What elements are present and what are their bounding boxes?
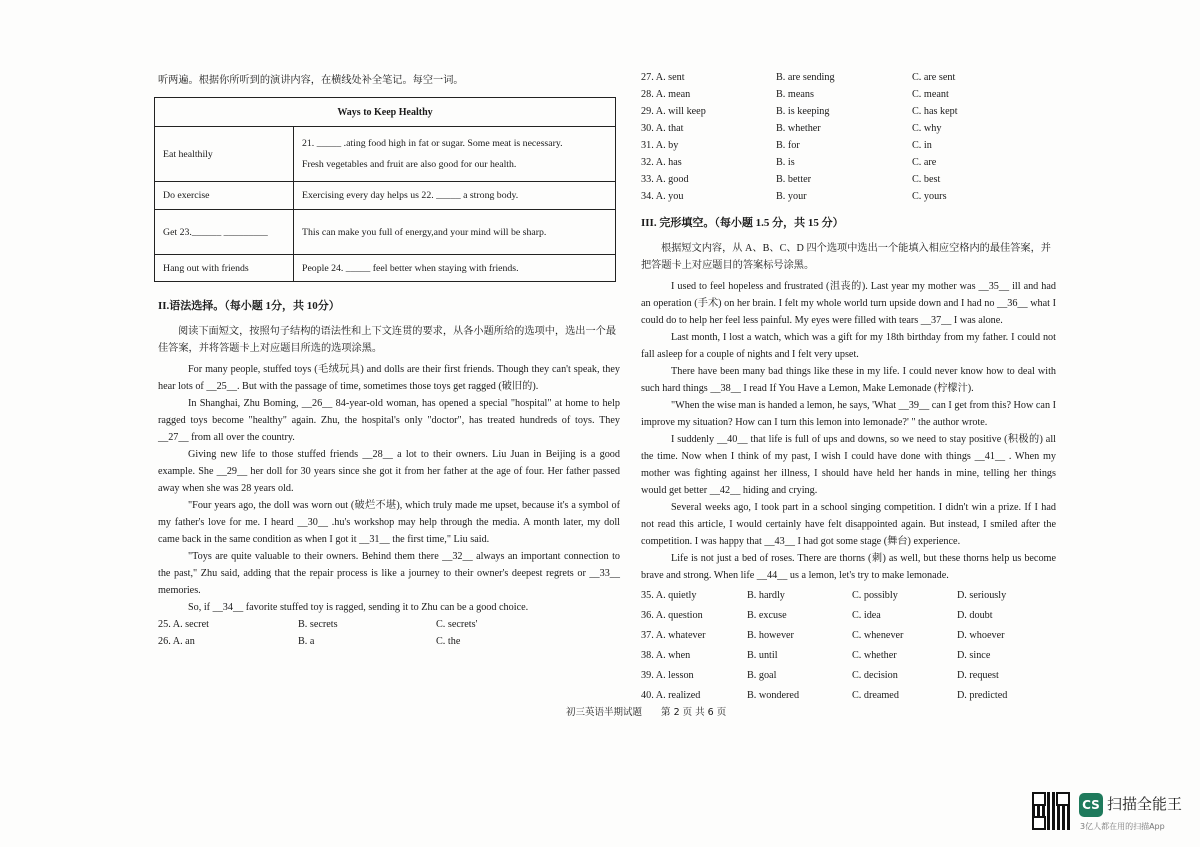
option: 39. A. lesson xyxy=(641,670,694,681)
option: D. seriously xyxy=(956,590,1007,601)
option: B. secrets xyxy=(298,619,338,630)
section-instruction: 阅读下面短文，按照句子结构的语法性和上下文连贯的要求，从各小题所给的选项中，选出一个最佳答案，并将答题卡上对应题目所选的选项涂黑。 xyxy=(158,326,617,354)
option-row xyxy=(641,86,1056,103)
passage-paragraph: I used to feel hopeless and frustrated (沮丧的). Last year my mother was __35__ ill and had an operation (手术) on her brain. I felt my whole world turn upside down and I had no __36__ what I could do to help her feel less painful. My eyes were filled with tears __37__ I was alone. xyxy=(641,281,1056,326)
option-row xyxy=(641,69,1056,86)
option: 25. A. secret xyxy=(158,619,209,630)
option: C. idea xyxy=(851,610,881,621)
option: B. means xyxy=(776,89,814,100)
option: D. predicted xyxy=(956,690,1008,701)
option-row xyxy=(641,646,1056,666)
option: B. excuse xyxy=(746,610,787,621)
passage-paragraph: Giving new life to those stuffed friends __28__ a lot to their owners. Liu Juan in Beijing is a good example. She __29__ her doll for 30 years since she got it from her father at the age of four. Her father passed away when she was 28 years old. xyxy=(158,449,620,494)
right-column xyxy=(641,69,1056,706)
option-row xyxy=(641,137,1056,154)
option: B. better xyxy=(776,174,812,185)
option: 26. A. an xyxy=(158,636,195,647)
passage-paragraph: For many people, stuffed toys (毛绒玩具) and dolls are their first friends. Though they can't speak, they hear lots of __25__. But with the passage of time, sometimes those toys get ragged (破旧的). xyxy=(158,364,620,392)
option: C. meant xyxy=(912,89,949,100)
option-row xyxy=(158,616,620,633)
passage-paragraph: So, if __34__ favorite stuffed toy is ragged, sending it to Zhu can be a good choice. xyxy=(188,602,529,613)
option: B. however xyxy=(746,630,794,641)
table-row xyxy=(155,182,616,210)
option: B. are sending xyxy=(776,72,835,83)
table-line: Fresh vegetables and fruit are also good for our health. xyxy=(302,159,517,170)
option: 35. A. quietly xyxy=(641,590,697,601)
left-column xyxy=(158,72,620,650)
option: B. wondered xyxy=(746,690,800,701)
option: C. has kept xyxy=(912,106,958,117)
option: 31. A. by xyxy=(641,140,679,151)
option: C. yours xyxy=(912,191,947,202)
option: 37. A. whatever xyxy=(641,630,706,641)
option-row xyxy=(641,103,1056,120)
option: C. best xyxy=(912,174,941,185)
table-row xyxy=(155,255,616,282)
notes-table-title: Ways to Keep Healthy xyxy=(155,98,616,127)
option: C. dreamed xyxy=(851,690,899,701)
table-row-label: Eat healthily xyxy=(155,127,294,182)
option: C. in xyxy=(912,140,932,151)
table-row-content: People 24. _____ feel better when staying with friends. xyxy=(294,255,616,282)
option: D. whoever xyxy=(956,630,1005,641)
option: C. the xyxy=(436,636,461,647)
option: 40. A. realized xyxy=(641,690,701,701)
option: B. for xyxy=(776,140,800,151)
table-row-content: Exercising every day helps us 22. _____ a strong body. xyxy=(294,182,616,210)
footer-page-number: 第 2 页 共 6 页 xyxy=(661,707,727,718)
option: B. whether xyxy=(776,123,821,134)
table-row-content xyxy=(294,127,616,182)
section-title-cloze: III. 完形填空。（每小题 1.5 分，共 15 分） xyxy=(641,217,844,229)
option: B. goal xyxy=(746,670,777,681)
listening-intro: 听两遍。根据你所听到的演讲内容，在横线处补全笔记。每空一词。 xyxy=(158,75,464,86)
option: 29. A. will keep xyxy=(641,106,706,117)
option: C. are sent xyxy=(912,72,956,83)
passage-paragraph: "Toys are quite valuable to their owners. Behind them there __32__ always an important connection to the past," Zhu said, adding that the repair process is like a journey to their owner's deepest regrets or __33__ memories. xyxy=(158,551,620,596)
option: C. possibly xyxy=(851,590,898,601)
option: C. secrets' xyxy=(436,619,478,630)
table-row xyxy=(155,127,616,182)
option: C. are xyxy=(912,157,937,168)
option: D. doubt xyxy=(956,610,993,621)
option: C. decision xyxy=(851,670,898,681)
passage-paragraph: "When the wise man is handed a lemon, he says, 'What __39__ can I get from this? How can I improve my situation? How can I turn this lemon into lemonade?' " the author wrote. xyxy=(641,400,1056,428)
option-row xyxy=(641,686,1056,706)
passage-paragraph: Several weeks ago, I took part in a school singing competition. I didn't win a prize. If I had not read this article, I would certainly have felt disappointed again. But instead, I smiled after the competition. I was happy that __43__ I had got some stage (舞台) experience. xyxy=(641,502,1056,547)
option-row xyxy=(641,188,1056,205)
table-row-content: This can make you full of energy,and your mind will be sharp. xyxy=(294,210,616,255)
option: B. hardly xyxy=(746,590,785,601)
option: B. is keeping xyxy=(776,106,830,117)
cloze-options xyxy=(641,586,1056,706)
option-row xyxy=(158,633,620,650)
section-title-grammar: II.语法选择。（每小题 1分，共 10分） xyxy=(158,300,340,312)
option: 38. A. when xyxy=(641,650,691,661)
page-footer xyxy=(566,704,742,718)
section-instruction: 根据短文内容，从 A、B、C、D 四个选项中选出一个能填入相应空格内的最佳答案，并把答题卡上对应题目的答案标号涂黑。 xyxy=(641,243,1051,271)
option-row xyxy=(641,154,1056,171)
option: 32. A. has xyxy=(641,157,682,168)
table-row-label: Get 23.______ _________ xyxy=(155,210,294,255)
option-row xyxy=(641,666,1056,686)
option: B. is xyxy=(776,157,795,168)
passage-paragraph: "Four years ago, the doll was worn out (破烂不堪), which truly made me upset, because it's a symbol of my father's love for me. I heard __30__ .hu's workshop may help through the media. A month later, my doll came back in the same condition as when I got it __31__ the first time," Liu said. xyxy=(158,500,620,545)
table-line: 21. _____ .ating food high in fat or sugar. Some meat is necessary. xyxy=(302,138,563,149)
scanner-brand: 扫描全能王 xyxy=(1107,795,1183,813)
option: C. why xyxy=(912,123,942,134)
scanner-logo-icon: CS xyxy=(1079,793,1103,817)
option-row xyxy=(641,120,1056,137)
scanner-tagline: 3亿人都在用的扫描App xyxy=(1080,822,1165,831)
passage-paragraph: I suddenly __40__ that life is full of ups and downs, so we need to stay positive (积极的) all the time. Now when I think of my past, I wish I could have done with things __41__ . When my mother was fighting against her illness, I should have held her hands in mine, telling her things would get better __42__ hiding and crying. xyxy=(641,434,1056,496)
notes-table xyxy=(154,97,616,282)
table-row xyxy=(155,210,616,255)
option-row xyxy=(641,626,1056,646)
option: 33. A. good xyxy=(641,174,689,185)
option: 28. A. mean xyxy=(641,89,691,100)
passage-paragraph: There have been many bad things like these in my life. I could never know how to deal with such hard things __38__ I read If You Have a Lemon, Make Lemonade (柠檬汁). xyxy=(641,366,1056,394)
table-row-label: Hang out with friends xyxy=(155,255,294,282)
option: B. a xyxy=(298,636,315,647)
option: B. until xyxy=(746,650,778,661)
option-row xyxy=(641,606,1056,626)
option: B. your xyxy=(776,191,807,202)
option: 34. A. you xyxy=(641,191,684,202)
option: D. request xyxy=(956,670,999,681)
passage-paragraph: Life is not just a bed of roses. There are thorns (刺) as well, but these thorns help us become brave and strong. When life __44__ us a lemon, let's try to make lemonade. xyxy=(641,553,1056,581)
passage-paragraph: In Shanghai, Zhu Boming, __26__ 84-year-old woman, has opened a special "hospital" at home to help ragged toys become "healthy" again. Zhu, the hospital's only "doctor", has treated hundreds of toys. They __27__ from all over the country. xyxy=(158,398,620,443)
option: C. whether xyxy=(851,650,897,661)
passage-paragraph: Last month, I lost a watch, which was a gift for my 18th birthday from my father. I could not fall asleep for a couple of nights and I felt very upset. xyxy=(641,332,1056,360)
qr-code-icon xyxy=(1032,792,1070,830)
footer-exam-name: 初三英语半期试题 xyxy=(566,707,643,718)
table-row-label: Do exercise xyxy=(155,182,294,210)
option-row xyxy=(641,586,1056,606)
option: 30. A. that xyxy=(641,123,684,134)
option: D. since xyxy=(956,650,991,661)
option: 36. A. question xyxy=(641,610,703,621)
option: C. whenever xyxy=(851,630,904,641)
option-row xyxy=(641,171,1056,188)
option: 27. A. sent xyxy=(641,72,685,83)
